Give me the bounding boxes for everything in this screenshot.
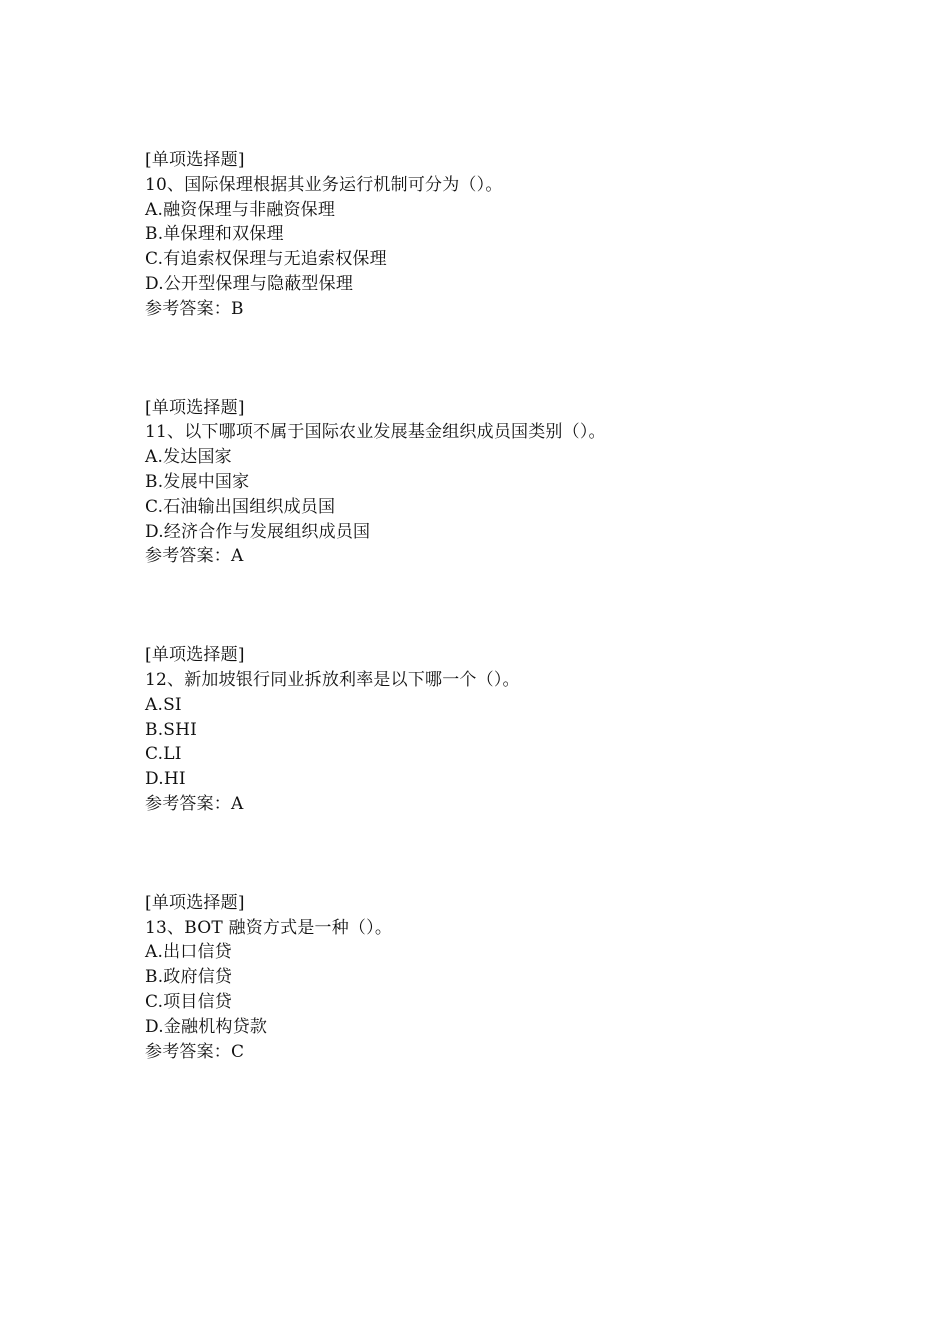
question-12	[145, 643, 845, 817]
reference-answer: 参考答案：B	[145, 298, 244, 319]
option-c: C.项目信贷	[145, 991, 233, 1012]
option-c: C.石油输出国组织成员国	[145, 496, 336, 517]
option-a: A.SI	[145, 694, 182, 715]
option-a: A.出口信贷	[145, 942, 232, 963]
question-stem: 11、以下哪项不属于国际农业发展基金组织成员国类别（）。	[145, 422, 606, 443]
reference-answer: 参考答案：A	[145, 546, 244, 567]
question-type: [单项选择题]	[145, 150, 245, 170]
question-stem: 13、BOT 融资方式是一种（）。	[145, 917, 393, 938]
question-stem: 12、新加坡银行同业拆放利率是以下哪一个（）。	[145, 669, 520, 690]
option-a: A.发达国家	[145, 447, 232, 468]
question-11	[145, 396, 845, 570]
reference-answer: 参考答案：A	[145, 793, 244, 814]
reference-answer: 参考答案：C	[145, 1041, 245, 1062]
document-page	[145, 148, 845, 1064]
option-d: D.公开型保理与隐蔽型保理	[145, 273, 354, 294]
option-d: D.经济合作与发展组织成员国	[145, 521, 371, 542]
question-stem: 10、国际保理根据其业务运行机制可分为（）。	[145, 174, 503, 195]
option-b: B.单保理和双保理	[145, 224, 284, 245]
option-b: B.发展中国家	[145, 471, 250, 492]
option-a: A.融资保理与非融资保理	[145, 199, 336, 220]
option-b: B.政府信贷	[145, 967, 233, 988]
question-type: [单项选择题]	[145, 645, 245, 666]
option-d: D.金融机构贷款	[145, 1016, 268, 1037]
option-d: D.HI	[145, 769, 186, 790]
question-type: [单项选择题]	[145, 397, 245, 418]
question-type: [单项选择题]	[145, 892, 245, 913]
question-10	[145, 148, 845, 322]
question-13	[145, 891, 845, 1065]
option-b: B.SHI	[145, 719, 198, 740]
option-c: C.有追索权保理与无追索权保理	[145, 249, 387, 270]
option-c: C.LI	[145, 744, 182, 765]
